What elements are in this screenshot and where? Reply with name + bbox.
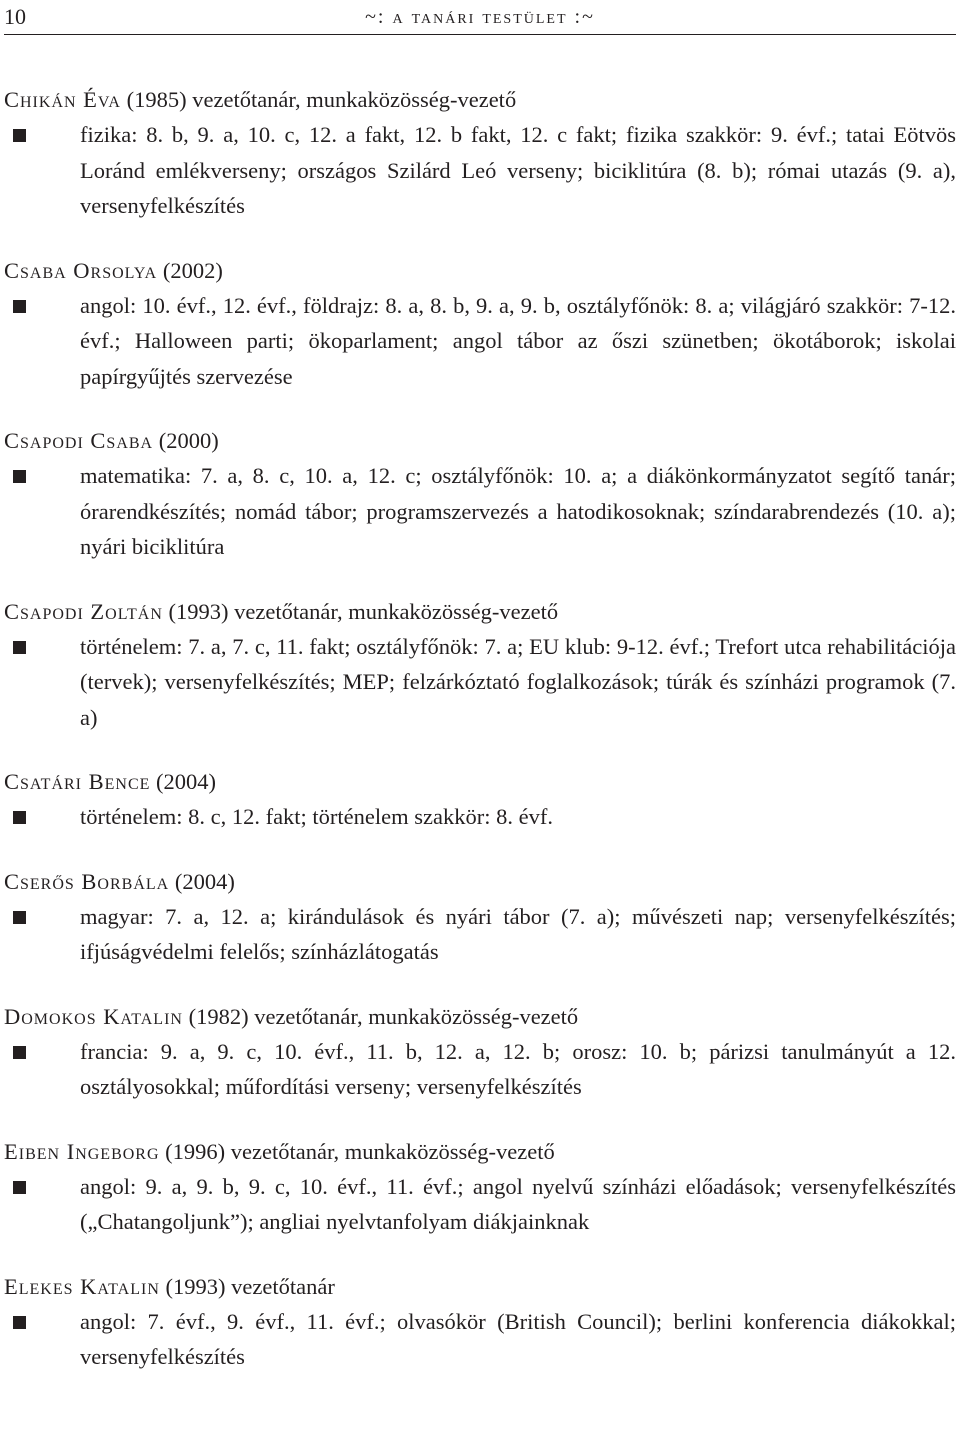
square-bullet-icon — [13, 300, 26, 313]
teacher-name: Csapodi Zoltán — [4, 598, 163, 624]
teacher-entry — [4, 253, 956, 395]
teacher-heading — [4, 999, 956, 1034]
teacher-details-text: angol: 7. évf., 9. évf., 11. évf.; olvasókör (British Council); berlini konferencia diákokkal; versenyfelkészítés — [80, 1308, 956, 1369]
teacher-start-year: (2000) — [158, 428, 219, 453]
teacher-role: vezetőtanár — [231, 1273, 335, 1299]
teacher-name: Csapodi Csaba — [4, 428, 154, 453]
teacher-heading — [4, 82, 956, 117]
teacher-details-text: magyar: 7. a, 12. a; kirándulások és nyári tábor (7. a); művészeti nap; versenyfelkészítés; ifjúságvédelmi felelős; színházlátogatás — [80, 903, 956, 964]
teacher-details-text: francia: 9. a, 9. c, 10. évf., 11. b, 12. a, 12. b; orosz: 10. b; párizsi tanulmányút a 12. osztályosokkal; műfordítási verseny; versenyfelkészítés — [80, 1038, 956, 1099]
teacher-details — [4, 899, 956, 970]
teacher-role: vezetőtanár, munkaközösség-vezető — [254, 1003, 579, 1029]
teacher-details — [4, 799, 956, 835]
square-bullet-icon — [13, 1181, 26, 1194]
teacher-list — [4, 82, 956, 1404]
teacher-heading — [4, 764, 956, 799]
teacher-role: vezetőtanár, munkaközösség-vezető — [230, 1138, 555, 1164]
teacher-start-year: (1993) — [168, 598, 229, 624]
teacher-entry — [4, 82, 956, 224]
teacher-name: Cserős Borbála — [4, 868, 170, 894]
teacher-start-year: (1993) — [165, 1273, 226, 1299]
teacher-entry — [4, 594, 956, 736]
teacher-entry — [4, 999, 956, 1105]
square-bullet-icon — [13, 911, 26, 924]
teacher-start-year: (2004) — [174, 868, 235, 894]
teacher-entry — [4, 423, 956, 565]
teacher-details — [4, 629, 956, 736]
teacher-heading — [4, 423, 956, 458]
teacher-name: Elekes Katalin — [4, 1273, 160, 1299]
teacher-details-text: történelem: 7. a, 7. c, 11. fakt; osztályfőnök: 7. a; EU klub: 9-12. évf.; Trefort utca rehabilitációja (tervek); versenyfelkészítés; MEP; felzárkóztató foglalkozások; túrák és színházi programok (7. a) — [80, 633, 956, 730]
teacher-name: Chikán Éva — [4, 87, 121, 112]
teacher-start-year: (1996) — [165, 1138, 226, 1164]
section-title: ~: a tanári testület :~ — [365, 6, 595, 28]
teacher-start-year: (1982) — [188, 1003, 249, 1029]
teacher-name: Csaba Orsolya — [4, 257, 158, 283]
teacher-entry — [4, 1269, 956, 1375]
teacher-name: Eiben Ingeborg — [4, 1138, 160, 1164]
teacher-details — [4, 458, 956, 565]
square-bullet-icon — [13, 641, 26, 654]
teacher-entry — [4, 764, 956, 835]
teacher-details — [4, 1169, 956, 1240]
teacher-details — [4, 1034, 956, 1105]
teacher-heading — [4, 1269, 956, 1304]
teacher-details-text: angol: 9. a, 9. b, 9. c, 10. évf., 11. évf.; angol nyelvű színházi előadások; versenyfelkészítés („Chatangoljunk”); angliai nyelvtanfolyam diákjainknak — [80, 1173, 956, 1234]
teacher-details — [4, 288, 956, 395]
page-number: 10 — [4, 4, 26, 29]
teacher-start-year: (2004) — [156, 769, 217, 794]
teacher-details-text: fizika: 8. b, 9. a, 10. c, 12. a fakt, 12. b fakt, 12. c fakt; fizika szakkör: 9. évf.; tatai Eötvös Loránd emlékverseny; országos Szilárd Leó verseny; biciklitúra (8. b); római utazás (9. a), versenyfelkészítés — [80, 122, 956, 218]
teacher-heading — [4, 1134, 956, 1169]
teacher-details-text: angol: 10. évf., 12. évf., földrajz: 8. a, 8. b, 9. a, 9. b, osztályfőnök: 8. a; világjáró szakkör: 7-12. évf.; Halloween parti; ökoparlament; angol tábor az őszi szünetben; ökotáborok; iskolai papírgyűjtés szervezése — [80, 292, 956, 389]
teacher-details-text: történelem: 8. c, 12. fakt; történelem szakkör: 8. évf. — [80, 804, 553, 829]
teacher-role: vezetőtanár, munkaközösség-vezető — [192, 87, 517, 112]
square-bullet-icon — [13, 129, 26, 142]
teacher-name: Domokos Katalin — [4, 1003, 183, 1029]
teacher-details — [4, 1304, 956, 1375]
teacher-entry — [4, 864, 956, 970]
square-bullet-icon — [13, 1046, 26, 1059]
teacher-heading — [4, 864, 956, 899]
teacher-role: vezetőtanár, munkaközösség-vezető — [234, 598, 559, 624]
teacher-heading — [4, 594, 956, 629]
teacher-details-text: matematika: 7. a, 8. c, 10. a, 12. c; osztályfőnök: 10. a; a diákönkormányzatot segítő tanár; órarendkészítés; nomád tábor; programszervezés a hatodikosoknak; színdarabrendezés (10. a); nyári biciklitúra — [80, 463, 956, 559]
square-bullet-icon — [13, 811, 26, 824]
teacher-name: Csatári Bence — [4, 769, 151, 794]
square-bullet-icon — [13, 470, 26, 483]
teacher-start-year: (1985) — [126, 87, 187, 112]
teacher-heading — [4, 253, 956, 288]
square-bullet-icon — [13, 1316, 26, 1329]
running-header — [4, 2, 956, 35]
teacher-start-year: (2002) — [162, 257, 223, 283]
teacher-details — [4, 117, 956, 224]
teacher-entry — [4, 1134, 956, 1240]
